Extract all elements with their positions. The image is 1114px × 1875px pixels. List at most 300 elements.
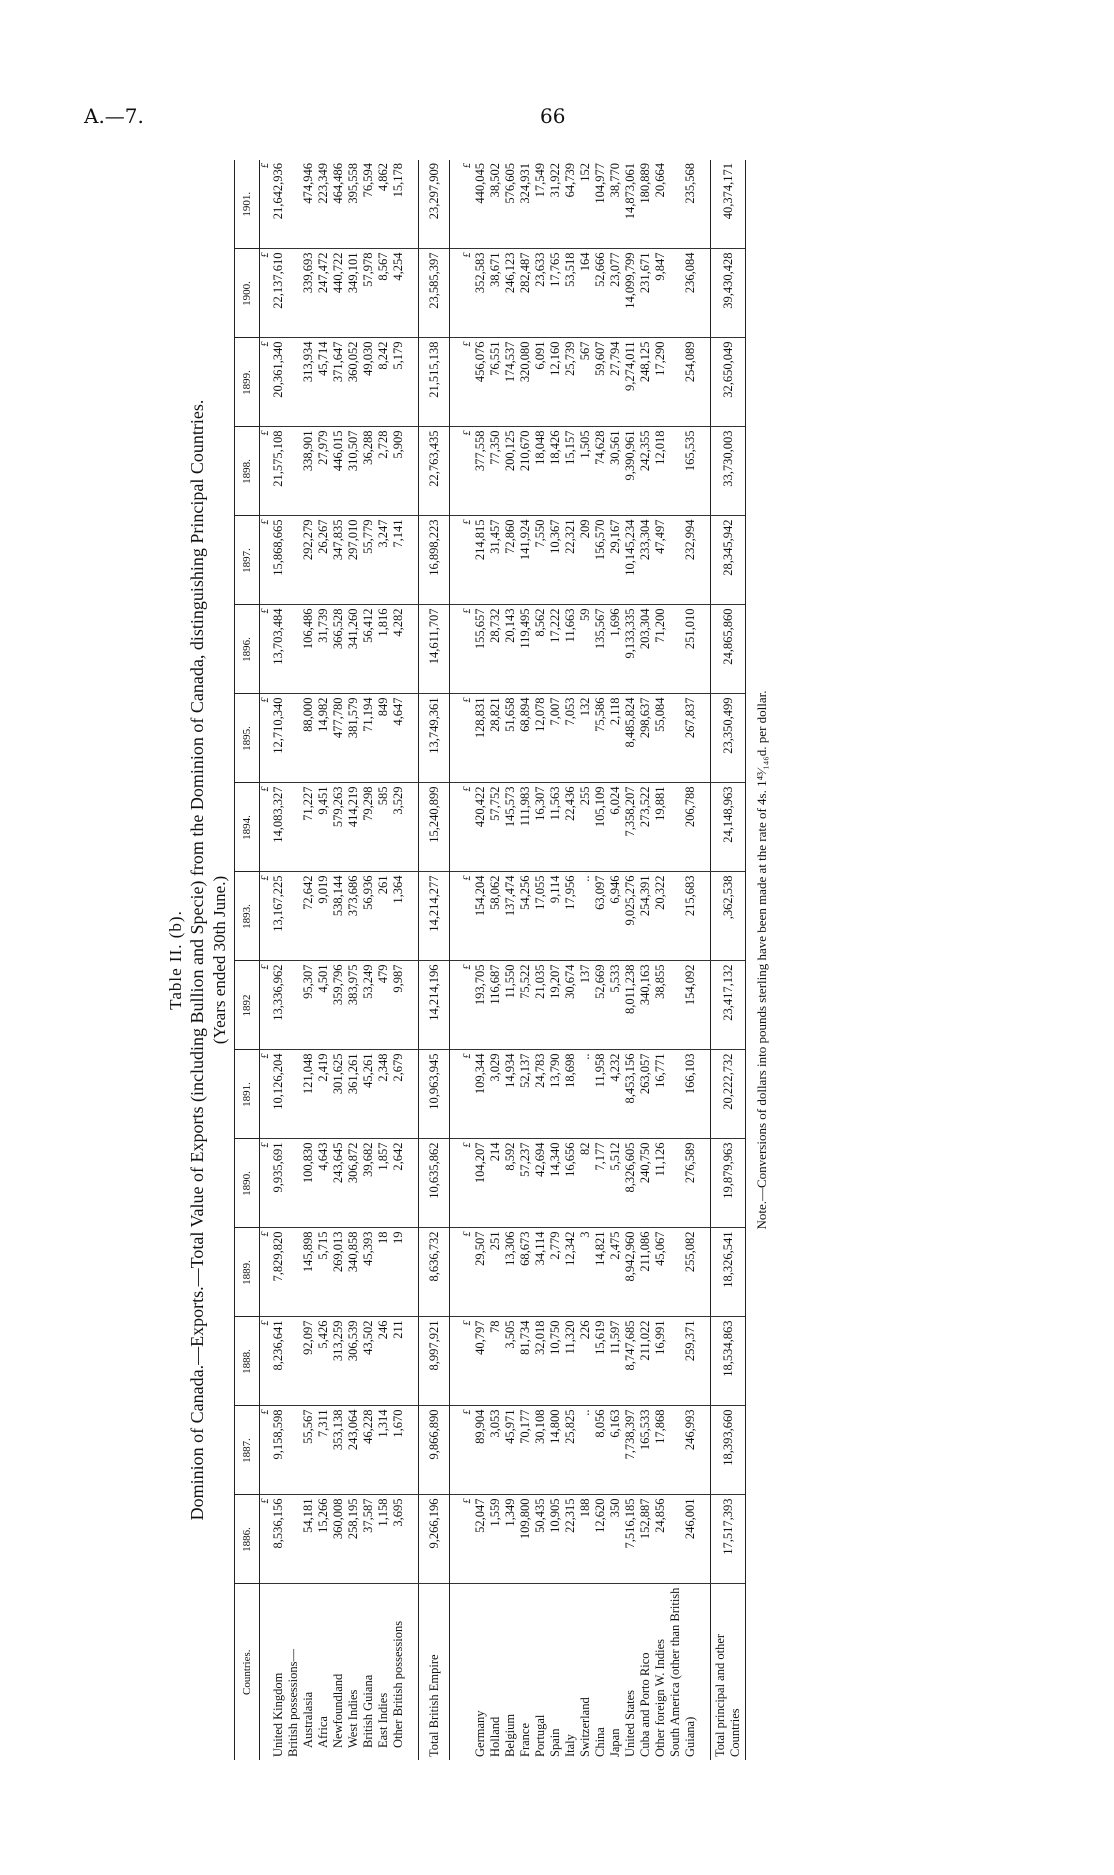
value-cell: 313,259 <box>331 1317 346 1406</box>
table-row <box>361 160 376 1760</box>
value-cell: 9,114 <box>548 872 563 961</box>
value-cell: 15,868,665 <box>271 516 286 605</box>
value-cell: 51,658 <box>503 694 518 783</box>
value-cell: 31,739 <box>316 605 331 694</box>
value-cell: 49,030 <box>361 338 376 427</box>
value-cell: 21,575,108 <box>271 427 286 516</box>
value-cell: 119,495 <box>518 605 533 694</box>
value-cell: 341,260 <box>346 605 361 694</box>
country-name: East Indies <box>376 1692 390 1748</box>
value-cell: 45,393 <box>361 1228 376 1317</box>
table-row <box>301 160 316 1760</box>
country-name: United Kingdom <box>271 1672 285 1757</box>
value-cell: 340,858 <box>346 1228 361 1317</box>
value-cell: 59,607 <box>593 338 608 427</box>
value-cell: 19,207 <box>548 961 563 1050</box>
value-cell: 15,157 <box>563 427 578 516</box>
spacer-cell <box>406 516 419 605</box>
value-cell: 152,887 <box>638 1495 653 1584</box>
country-name: Other foreign W. Indies <box>653 1638 667 1757</box>
value-cell: 254,391 <box>638 872 653 961</box>
value-cell: 5,533 <box>608 961 623 1050</box>
column-header-year: 1898. <box>235 427 260 516</box>
spacer-cell <box>450 872 463 961</box>
table-body <box>260 160 746 1760</box>
value-cell: 14,982 <box>316 694 331 783</box>
value-cell: 10,963,945 <box>419 1050 450 1139</box>
spacer-cell <box>698 516 711 605</box>
value-cell: 20,322 <box>653 872 668 961</box>
value-cell: 371,647 <box>331 338 346 427</box>
value-cell <box>286 1139 301 1228</box>
value-cell: 1,857 <box>376 1139 391 1228</box>
value-cell: 23,350,499 <box>711 694 746 783</box>
value-cell: 9,847 <box>653 249 668 338</box>
value-cell: 474,946 <box>301 160 316 249</box>
value-cell: 1,349 <box>503 1495 518 1584</box>
value-cell: 5,715 <box>316 1228 331 1317</box>
value-cell: 14,611,707 <box>419 605 450 694</box>
value-cell: 38,502 <box>488 160 503 249</box>
spacer-cell <box>698 605 711 694</box>
spacer-cell <box>698 1584 711 1760</box>
value-cell: 377,558 <box>473 427 488 516</box>
value-cell: 13,703,484 <box>271 605 286 694</box>
value-cell: 12,342 <box>563 1228 578 1317</box>
unit-symbol: £ <box>260 338 272 427</box>
page-identifier: A.—7. <box>84 104 144 128</box>
value-cell: 9,274,011 <box>623 338 638 427</box>
value-cell: 373,686 <box>346 872 361 961</box>
value-cell: 45,067 <box>653 1228 668 1317</box>
value-cell: 19 <box>391 1228 406 1317</box>
value-cell: 13,790 <box>548 1050 563 1139</box>
value-cell: 247,472 <box>316 249 331 338</box>
value-cell: 57,752 <box>488 783 503 872</box>
value-cell: 5,426 <box>316 1317 331 1406</box>
column-header-year: 1886. <box>235 1495 260 1584</box>
country-name: Total British Empire <box>419 1584 450 1760</box>
spacer-cell <box>406 1050 419 1139</box>
table-row <box>518 160 533 1760</box>
value-cell: 31,922 <box>548 160 563 249</box>
table-subtitle: (Years ended 30th June.) <box>209 875 229 1045</box>
value-cell: 166,103 <box>668 1050 698 1139</box>
value-cell: 313,934 <box>301 338 316 427</box>
unit-symbol: £ <box>260 1050 272 1139</box>
value-cell: 10,635,862 <box>419 1139 450 1228</box>
value-cell: 8,236,641 <box>271 1317 286 1406</box>
column-header-countries: Countries. <box>235 1584 260 1760</box>
value-cell: 8,942,960 <box>623 1228 638 1317</box>
value-cell: 71,227 <box>301 783 316 872</box>
value-cell: 55,567 <box>301 1406 316 1495</box>
value-cell: 267,837 <box>668 694 698 783</box>
value-cell: 70,177 <box>518 1406 533 1495</box>
value-cell: 55,084 <box>653 694 668 783</box>
spacer-cell <box>406 338 419 427</box>
value-cell: 352,583 <box>473 249 488 338</box>
country-name: British possessions— <box>286 1648 300 1757</box>
spacer-cell <box>450 1495 463 1584</box>
value-cell: 849 <box>376 694 391 783</box>
value-cell: 9,390,961 <box>623 427 638 516</box>
value-cell: 359,796 <box>331 961 346 1050</box>
unit-row <box>260 160 272 1760</box>
value-cell: 306,872 <box>346 1139 361 1228</box>
value-cell: 78 <box>488 1317 503 1406</box>
value-cell: 3,695 <box>391 1495 406 1584</box>
value-cell: ,362,538 <box>711 872 746 961</box>
value-cell: 11,563 <box>548 783 563 872</box>
value-cell: 52,666 <box>593 249 608 338</box>
value-cell: 9,866,890 <box>419 1406 450 1495</box>
value-cell: 1,158 <box>376 1495 391 1584</box>
value-cell: 1,816 <box>376 605 391 694</box>
unit-symbol: £ <box>260 1406 272 1495</box>
table-title: Dominion of Canada.—Exports.—Total Value of Exports (including Bullion and Specie) from the Dominion of Canada, distinguishing Principal Countries. <box>187 399 208 1521</box>
value-cell: 106,486 <box>301 605 316 694</box>
spacer-cell <box>698 783 711 872</box>
value-cell: 28,732 <box>488 605 503 694</box>
column-header-year: 1887. <box>235 1406 260 1495</box>
value-cell: 440,045 <box>473 160 488 249</box>
unit-row <box>462 160 473 1760</box>
column-header-year: 1889. <box>235 1228 260 1317</box>
value-cell: 47,497 <box>653 516 668 605</box>
value-cell: 23,633 <box>533 249 548 338</box>
value-cell: 30,108 <box>533 1406 548 1495</box>
value-cell: 240,750 <box>638 1139 653 1228</box>
value-cell: 7,358,207 <box>623 783 638 872</box>
value-cell: 8,485,824 <box>623 694 638 783</box>
value-cell: 7,738,397 <box>623 1406 638 1495</box>
value-cell: 17,956 <box>563 872 578 961</box>
value-cell: 71,200 <box>653 605 668 694</box>
column-header-year: 1899. <box>235 338 260 427</box>
country-name: Italy <box>563 1734 577 1757</box>
value-cell: 233,304 <box>638 516 653 605</box>
value-cell: 456,076 <box>473 338 488 427</box>
value-cell: 12,078 <box>533 694 548 783</box>
spacer-cell <box>698 694 711 783</box>
value-cell: 9,451 <box>316 783 331 872</box>
value-cell: 18,534,863 <box>711 1317 746 1406</box>
value-cell: 261 <box>376 872 391 961</box>
value-cell: 3,053 <box>488 1406 503 1495</box>
spacer-cell <box>698 872 711 961</box>
value-cell: 63,097 <box>593 872 608 961</box>
value-cell: 7,311 <box>316 1406 331 1495</box>
table-row <box>623 160 638 1760</box>
table-row <box>593 160 608 1760</box>
spacer-cell <box>406 694 419 783</box>
table-row <box>346 160 361 1760</box>
value-cell: 6,024 <box>608 783 623 872</box>
value-cell: 18,326,541 <box>711 1228 746 1317</box>
country-name: British Guiana <box>361 1674 375 1748</box>
value-cell: 32,018 <box>533 1317 548 1406</box>
spacer-cell <box>698 427 711 516</box>
table-row <box>563 160 578 1760</box>
value-cell: 188 <box>578 1495 593 1584</box>
value-cell: 155,657 <box>473 605 488 694</box>
value-cell: 18,393,660 <box>711 1406 746 1495</box>
value-cell: 16,991 <box>653 1317 668 1406</box>
value-cell: 242,355 <box>638 427 653 516</box>
value-cell: 1,696 <box>608 605 623 694</box>
value-cell: 4,282 <box>391 605 406 694</box>
value-cell: 538,144 <box>331 872 346 961</box>
spacer-cell <box>450 338 463 427</box>
value-cell: 320,080 <box>518 338 533 427</box>
value-cell <box>286 160 301 249</box>
value-cell: 9,935,691 <box>271 1139 286 1228</box>
table-row <box>331 160 346 1760</box>
value-cell: 7,516,185 <box>623 1495 638 1584</box>
spacer-cell <box>406 961 419 1050</box>
value-cell: 56,412 <box>361 605 376 694</box>
value-cell: 203,304 <box>638 605 653 694</box>
spacer-cell <box>406 1584 419 1760</box>
value-cell: 45,261 <box>361 1050 376 1139</box>
unit-symbol: £ <box>462 516 473 605</box>
value-cell: 72,860 <box>503 516 518 605</box>
value-cell: 10,145,234 <box>623 516 638 605</box>
value-cell: 2,118 <box>608 694 623 783</box>
unit-symbol: £ <box>462 427 473 516</box>
value-cell: 22,315 <box>563 1495 578 1584</box>
value-cell: 109,344 <box>473 1050 488 1139</box>
value-cell: 33,730,003 <box>711 427 746 516</box>
column-header-year: 1892 <box>235 961 260 1050</box>
unit-symbol: £ <box>260 516 272 605</box>
value-cell: 137 <box>578 961 593 1050</box>
value-cell: 137,474 <box>503 872 518 961</box>
spacer-cell <box>450 605 463 694</box>
value-cell: 15,240,899 <box>419 783 450 872</box>
unit-symbol: £ <box>462 1050 473 1139</box>
value-cell: 395,558 <box>346 160 361 249</box>
column-header-year: 1901. <box>235 160 260 249</box>
value-cell: 4,647 <box>391 694 406 783</box>
value-cell: 18,698 <box>563 1050 578 1139</box>
spacer-cell <box>406 1317 419 1406</box>
table-row <box>653 160 668 1760</box>
total-british-empire-row <box>419 160 450 1760</box>
value-cell: 37,587 <box>361 1495 376 1584</box>
value-cell: 27,979 <box>316 427 331 516</box>
value-cell: 360,008 <box>331 1495 346 1584</box>
value-cell: 77,350 <box>488 427 503 516</box>
value-cell: 3 <box>578 1228 593 1317</box>
value-cell: 135,567 <box>593 605 608 694</box>
table-row <box>391 160 406 1760</box>
value-cell: 45,971 <box>503 1406 518 1495</box>
value-cell: 232,994 <box>668 516 698 605</box>
value-cell: 180,889 <box>638 160 653 249</box>
value-cell: 17,765 <box>548 249 563 338</box>
unit-symbol: £ <box>260 694 272 783</box>
value-cell: 310,507 <box>346 427 361 516</box>
spacer-cell <box>450 427 463 516</box>
value-cell: 79,298 <box>361 783 376 872</box>
value-cell: 40,374,171 <box>711 160 746 249</box>
value-cell: 68,673 <box>518 1228 533 1317</box>
country-name: Newfoundland <box>331 1673 345 1748</box>
value-cell: 263,057 <box>638 1050 653 1139</box>
value-cell: 18 <box>376 1228 391 1317</box>
table-row <box>548 160 563 1760</box>
column-header-year: 1896. <box>235 605 260 694</box>
value-cell: 13,306 <box>503 1228 518 1317</box>
value-cell: 1,314 <box>376 1406 391 1495</box>
value-cell: 38,671 <box>488 249 503 338</box>
table-header-row <box>235 160 260 1760</box>
value-cell: 9,987 <box>391 961 406 1050</box>
value-cell: 14,099,799 <box>623 249 638 338</box>
value-cell: 2,728 <box>376 427 391 516</box>
value-cell: 23,417,132 <box>711 961 746 1050</box>
table-row <box>488 160 503 1760</box>
value-cell: 8,056 <box>593 1406 608 1495</box>
value-cell: 8,562 <box>533 605 548 694</box>
value-cell: 31,457 <box>488 516 503 605</box>
spacer-cell <box>698 1495 711 1584</box>
value-cell: 46,228 <box>361 1406 376 1495</box>
value-cell: 109,800 <box>518 1495 533 1584</box>
value-cell: 8,747,685 <box>623 1317 638 1406</box>
value-cell: .. <box>578 872 593 961</box>
value-cell <box>286 1406 301 1495</box>
spacer-cell <box>698 1317 711 1406</box>
value-cell: 579,263 <box>331 783 346 872</box>
spacer-cell <box>698 338 711 427</box>
value-cell: 20,664 <box>653 160 668 249</box>
value-cell: 3,529 <box>391 783 406 872</box>
value-cell: 16,656 <box>563 1139 578 1228</box>
value-cell: 30,674 <box>563 961 578 1050</box>
value-cell: 223,349 <box>316 160 331 249</box>
value-cell: 22,321 <box>563 516 578 605</box>
value-cell: 8,536,156 <box>271 1495 286 1584</box>
rotated-table-block <box>165 160 770 1760</box>
country-name: Germany <box>473 1710 487 1757</box>
value-cell: 19,879,963 <box>711 1139 746 1228</box>
spacer-cell <box>450 783 463 872</box>
value-cell: 95,307 <box>301 961 316 1050</box>
value-cell: 11,663 <box>563 605 578 694</box>
value-cell: 45,714 <box>316 338 331 427</box>
value-cell: 68,894 <box>518 694 533 783</box>
value-cell: 2,779 <box>548 1228 563 1317</box>
value-cell: 306,539 <box>346 1317 361 1406</box>
country-name: China <box>593 1727 607 1757</box>
value-cell: 353,138 <box>331 1406 346 1495</box>
value-cell: 8,567 <box>376 249 391 338</box>
column-header-year: 1891. <box>235 1050 260 1139</box>
table-row <box>638 160 653 1760</box>
value-cell: 121,048 <box>301 1050 316 1139</box>
value-cell: 6,163 <box>608 1406 623 1495</box>
value-cell: 75,586 <box>593 694 608 783</box>
table-label: Table II. (b). <box>166 910 185 1010</box>
value-cell: 254,089 <box>668 338 698 427</box>
value-cell: 22,436 <box>563 783 578 872</box>
value-cell: 12,160 <box>548 338 563 427</box>
spacer-cell <box>698 1139 711 1228</box>
value-cell: 30,561 <box>608 427 623 516</box>
country-name: Africa <box>316 1716 330 1748</box>
country-name: Other British possessions <box>391 1620 405 1748</box>
value-cell: 14,214,196 <box>419 961 450 1050</box>
value-cell: 7,829,820 <box>271 1228 286 1317</box>
value-cell: 255 <box>578 783 593 872</box>
unit-symbol: £ <box>462 160 473 249</box>
value-cell: 17,868 <box>653 1406 668 1495</box>
value-cell: 8,011,238 <box>623 961 638 1050</box>
value-cell: 100,830 <box>301 1139 316 1228</box>
value-cell: 21,642,936 <box>271 160 286 249</box>
spacer-cell <box>406 783 419 872</box>
value-cell: 243,645 <box>331 1139 346 1228</box>
column-header-year: 1897. <box>235 516 260 605</box>
value-cell: 214,815 <box>473 516 488 605</box>
value-cell: 57,978 <box>361 249 376 338</box>
value-cell: 1,559 <box>488 1495 503 1584</box>
value-cell: 43,502 <box>361 1317 376 1406</box>
value-cell: 17,290 <box>653 338 668 427</box>
value-cell: 29,167 <box>608 516 623 605</box>
value-cell: 20,143 <box>503 605 518 694</box>
value-cell: 88,000 <box>301 694 316 783</box>
value-cell <box>286 872 301 961</box>
value-cell: 7,053 <box>563 694 578 783</box>
value-cell: 13,336,962 <box>271 961 286 1050</box>
value-cell: 8,326,605 <box>623 1139 638 1228</box>
value-cell: 164 <box>578 249 593 338</box>
value-cell: 7,177 <box>593 1139 608 1228</box>
value-cell: 360,052 <box>346 338 361 427</box>
spacer-cell <box>406 1228 419 1317</box>
value-cell: 132 <box>578 694 593 783</box>
value-cell: 76,551 <box>488 338 503 427</box>
value-cell: 25,739 <box>563 338 578 427</box>
value-cell: 2,419 <box>316 1050 331 1139</box>
value-cell: 298,637 <box>638 694 653 783</box>
table-row <box>578 160 593 1760</box>
value-cell: 92,097 <box>301 1317 316 1406</box>
value-cell: 255,082 <box>668 1228 698 1317</box>
spacer-cell <box>698 961 711 1050</box>
value-cell: 55,779 <box>361 516 376 605</box>
unit-symbol: £ <box>462 872 473 961</box>
column-header-year: 1894. <box>235 783 260 872</box>
value-cell: 11,597 <box>608 1317 623 1406</box>
spacer-cell <box>450 961 463 1050</box>
value-cell: 156,570 <box>593 516 608 605</box>
country-name: South America (other than British Guiana) <box>668 1587 697 1757</box>
value-cell <box>286 1228 301 1317</box>
value-cell: 28,821 <box>488 694 503 783</box>
value-cell: 57,237 <box>518 1139 533 1228</box>
value-cell: 276,589 <box>668 1139 698 1228</box>
unit-symbol: £ <box>462 1139 473 1228</box>
value-cell: 8,453,156 <box>623 1050 638 1139</box>
unit-symbol: £ <box>462 338 473 427</box>
unit-symbol: £ <box>462 694 473 783</box>
value-cell <box>286 1050 301 1139</box>
